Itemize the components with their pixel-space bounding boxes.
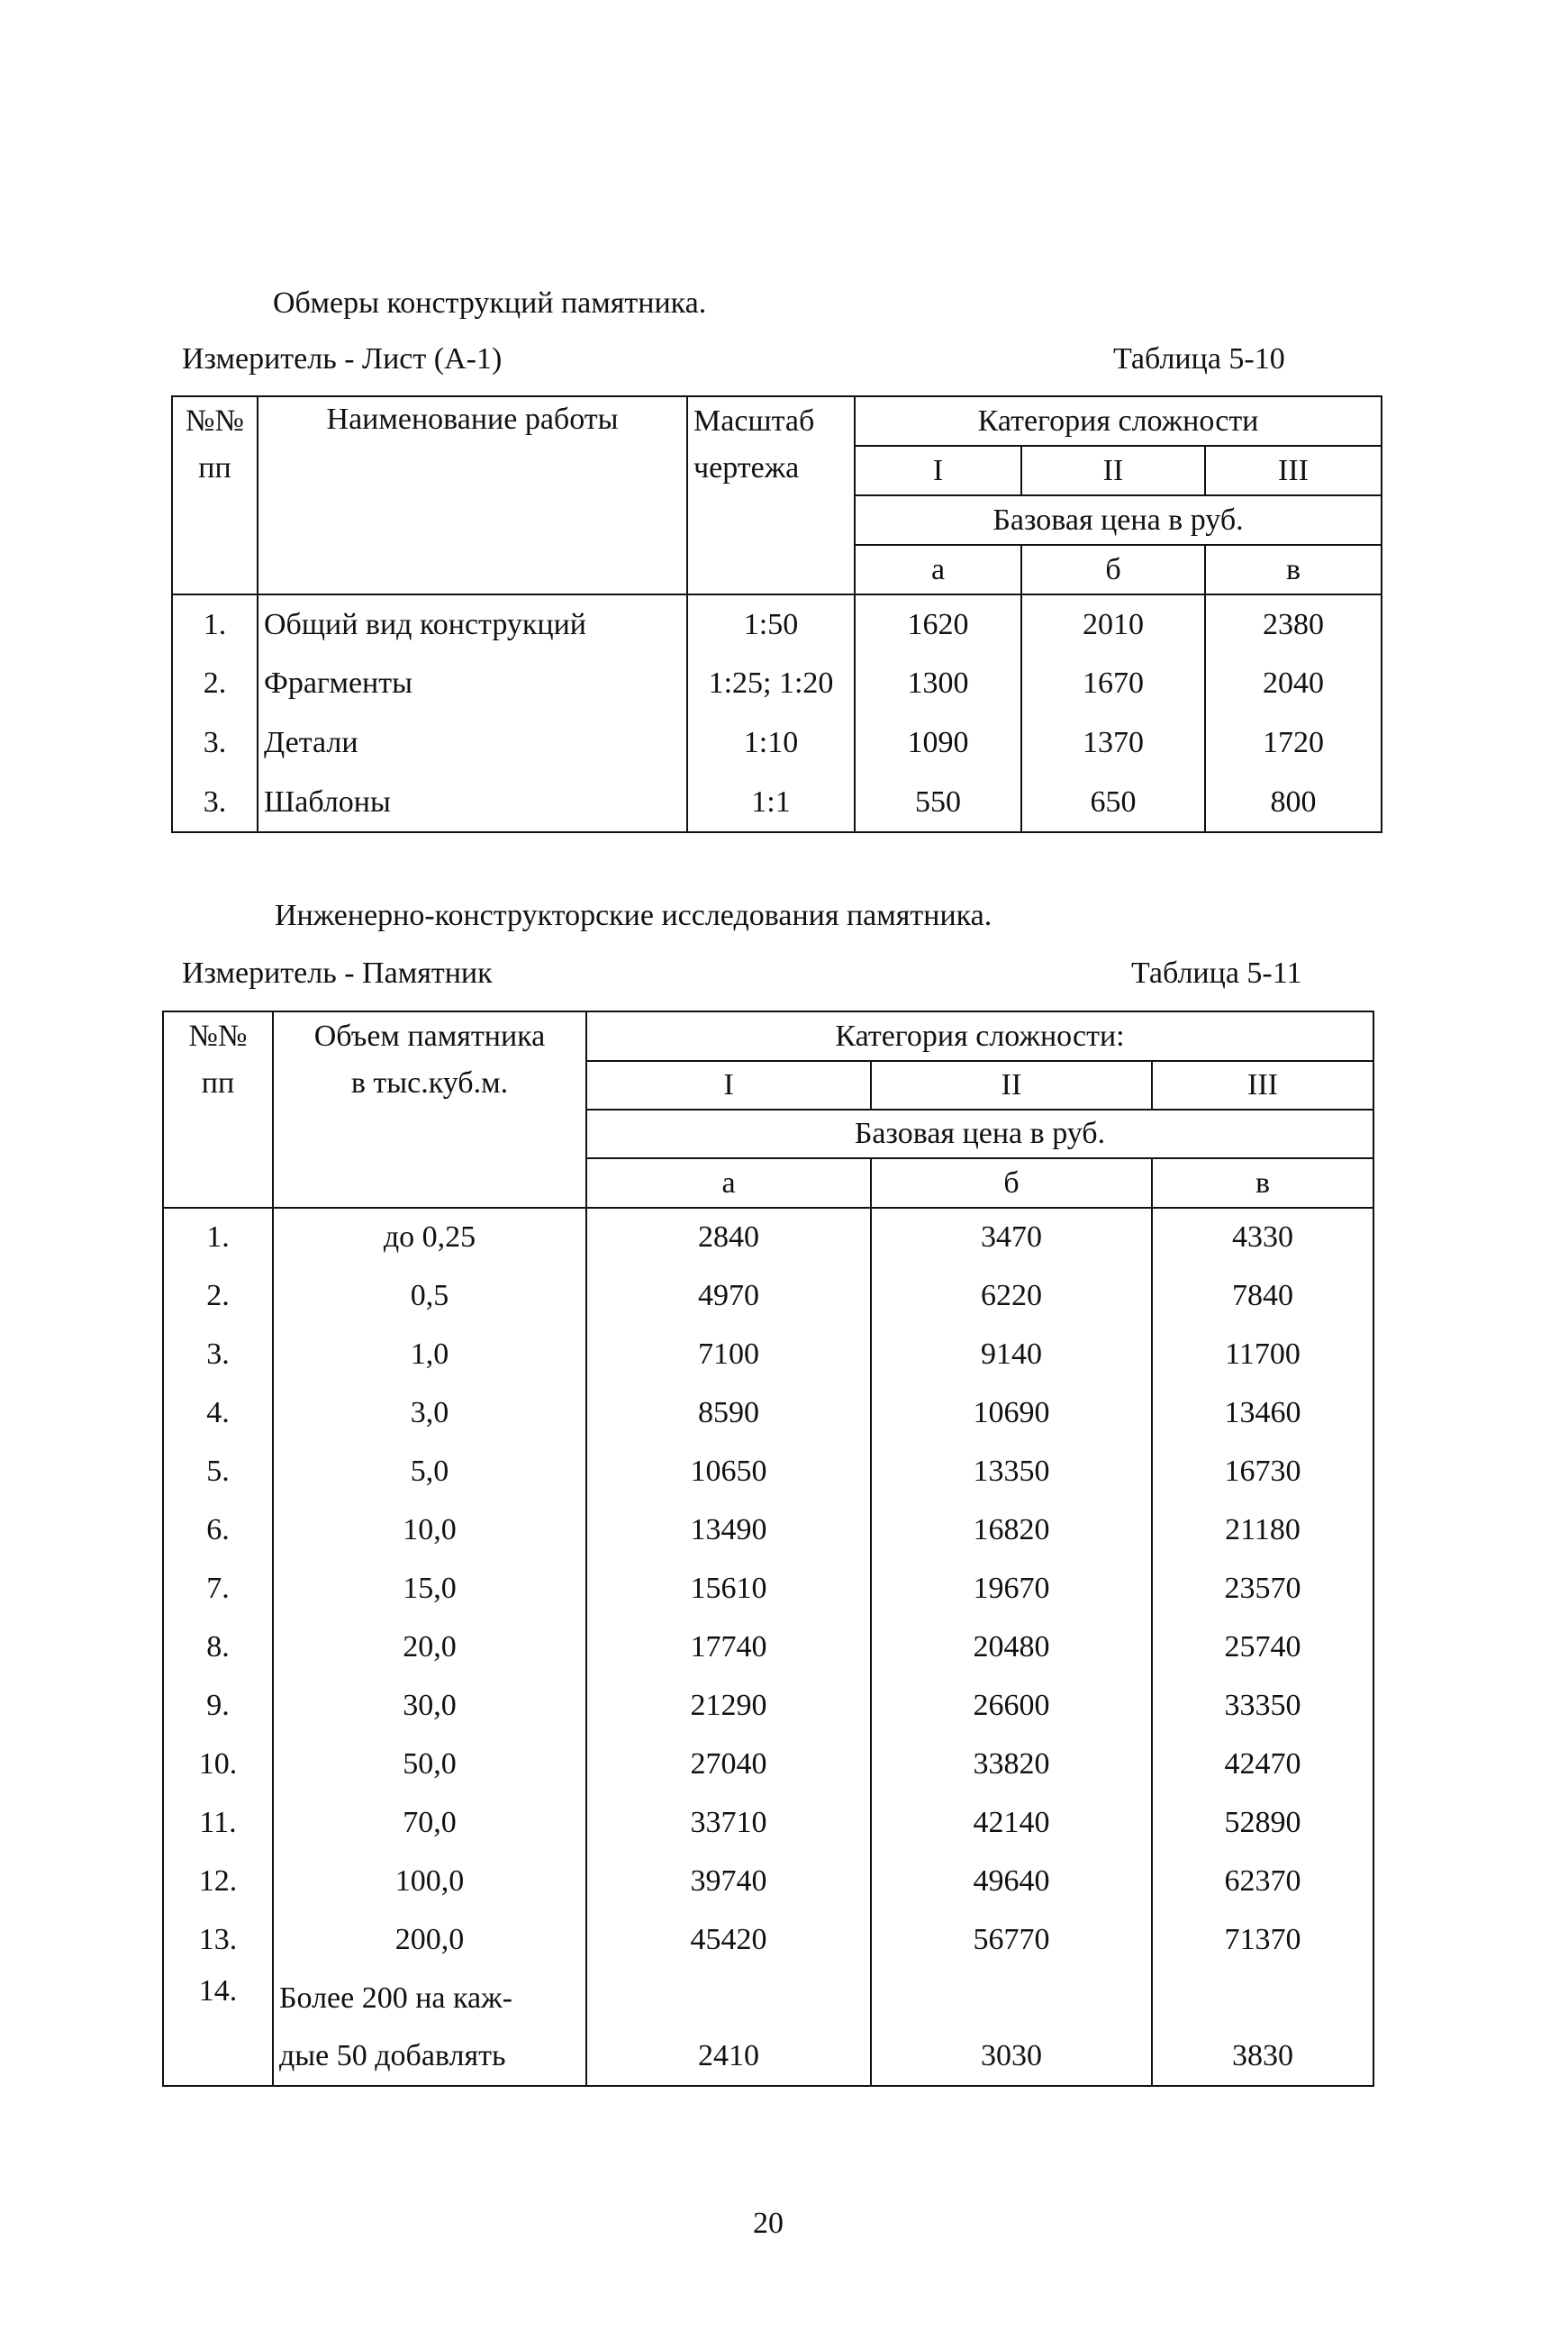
row-name: Фрагменты	[258, 654, 687, 713]
row-price-a: 45420	[586, 1910, 871, 1969]
header-volume-line1: Объем памятника	[273, 1011, 586, 1061]
row-price-v: 33350	[1152, 1676, 1373, 1735]
table-row	[163, 1325, 1373, 1383]
header-col-a: а	[586, 1158, 871, 1208]
header-cat-ii: II	[871, 1061, 1152, 1110]
table-row	[172, 713, 1382, 773]
header-num-pp: пп	[163, 1061, 273, 1208]
table-5-10	[171, 395, 1382, 833]
row-price-a: 39740	[586, 1852, 871, 1910]
header-num-pp: пп	[172, 446, 258, 594]
row-price-a: 8590	[586, 1383, 871, 1442]
row-volume: 3,0	[273, 1383, 586, 1442]
header-col-b: б	[1021, 545, 1205, 594]
row-price-v: 4330	[1152, 1208, 1373, 1266]
row-num: 11.	[163, 1793, 273, 1852]
row-num: 10.	[163, 1735, 273, 1793]
row-price-v: 7840	[1152, 1266, 1373, 1325]
row-price-v: 1720	[1205, 713, 1382, 773]
row-price-a: 1090	[855, 713, 1021, 773]
row-volume: 100,0	[273, 1852, 586, 1910]
table-row	[163, 1969, 1373, 2027]
table-row	[163, 1559, 1373, 1618]
section1-meter: Измеритель - Лист (А-1)	[182, 342, 503, 376]
row-price-b: 1670	[1021, 654, 1205, 713]
row-price-b: 49640	[871, 1852, 1152, 1910]
header-name: Наименование работы	[258, 396, 687, 594]
row-price-v: 52890	[1152, 1793, 1373, 1852]
row-volume: 1,0	[273, 1325, 586, 1383]
header-col-v: в	[1205, 545, 1382, 594]
row-name: Общий вид конструкций	[258, 594, 687, 654]
row-name: Шаблоны	[258, 773, 687, 832]
row-num: 1.	[163, 1208, 273, 1266]
row-volume: 15,0	[273, 1559, 586, 1618]
row-price-v: 2040	[1205, 654, 1382, 713]
row-price-b: 3030	[871, 2027, 1152, 2086]
table-row	[163, 2027, 1373, 2086]
row-price-a: 15610	[586, 1559, 871, 1618]
row-price-a: 21290	[586, 1676, 871, 1735]
row-price-v: 3830	[1152, 2027, 1373, 2086]
row-volume-line2: дые 50 добавлять	[273, 2027, 586, 2086]
row-price-a: 13490	[586, 1500, 871, 1559]
row-num: 3.	[172, 773, 258, 832]
row-price-v: 13460	[1152, 1383, 1373, 1442]
row-price-b: 2010	[1021, 594, 1205, 654]
header-cat-ii: II	[1021, 446, 1205, 495]
table-5-11	[162, 1011, 1374, 2087]
row-num: 13.	[163, 1910, 273, 1969]
section2-table-label: Таблица 5-11	[1131, 956, 1302, 990]
row-price-v: 71370	[1152, 1910, 1373, 1969]
row-volume: 30,0	[273, 1676, 586, 1735]
row-num: 9.	[163, 1676, 273, 1735]
row-price-a: 10650	[586, 1442, 871, 1500]
row-scale: 1:25; 1:20	[687, 654, 855, 713]
row-num: 6.	[163, 1500, 273, 1559]
row-price-v: 62370	[1152, 1852, 1373, 1910]
row-price-v: 16730	[1152, 1442, 1373, 1500]
header-category: Категория сложности	[855, 396, 1382, 446]
row-volume: 0,5	[273, 1266, 586, 1325]
table-row	[163, 1793, 1373, 1852]
table-row	[163, 1735, 1373, 1793]
row-price-b: 42140	[871, 1793, 1152, 1852]
section2-title: Инженерно-конструкторские исследования памятника.	[275, 899, 992, 932]
header-cat-i: I	[586, 1061, 871, 1110]
row-volume: до 0,25	[273, 1208, 586, 1266]
row-price-v: 2380	[1205, 594, 1382, 654]
row-price-b: 6220	[871, 1266, 1152, 1325]
section1-table-label: Таблица 5-10	[1113, 342, 1285, 376]
row-price-b: 3470	[871, 1208, 1152, 1266]
row-num: 12.	[163, 1852, 273, 1910]
row-volume: 5,0	[273, 1442, 586, 1500]
table-row	[163, 1500, 1373, 1559]
header-scale-line2: чертежа	[687, 446, 855, 594]
header-col-a: а	[855, 545, 1021, 594]
page-number: 20	[753, 2207, 784, 2240]
row-price-a: 1300	[855, 654, 1021, 713]
row-price-a: 2410	[586, 2027, 871, 2086]
row-price-a: 2840	[586, 1208, 871, 1266]
row-volume: 50,0	[273, 1735, 586, 1793]
row-num: 3.	[163, 1325, 273, 1383]
row-price-a: 33710	[586, 1793, 871, 1852]
row-price-b: 19670	[871, 1559, 1152, 1618]
row-price-v: 23570	[1152, 1559, 1373, 1618]
row-price-b: 20480	[871, 1618, 1152, 1676]
row-price-a: 550	[855, 773, 1021, 832]
table-row	[172, 773, 1382, 832]
row-volume: 10,0	[273, 1500, 586, 1559]
row-price-b: 9140	[871, 1325, 1152, 1383]
row-price-v: 25740	[1152, 1618, 1373, 1676]
row-volume: 70,0	[273, 1793, 586, 1852]
header-cat-iii: III	[1152, 1061, 1373, 1110]
table-row	[163, 1910, 1373, 1969]
header-col-v: в	[1152, 1158, 1373, 1208]
row-num: 5.	[163, 1442, 273, 1500]
table-row	[163, 1383, 1373, 1442]
row-num: 14.	[163, 1969, 273, 2027]
row-scale: 1:50	[687, 594, 855, 654]
row-price-a: 7100	[586, 1325, 871, 1383]
row-name: Детали	[258, 713, 687, 773]
row-volume: 200,0	[273, 1910, 586, 1969]
section1-title: Обмеры конструкций памятника.	[273, 286, 707, 320]
table-row	[163, 1676, 1373, 1735]
header-scale-line1: Масштаб	[687, 396, 855, 446]
table-row	[163, 1618, 1373, 1676]
row-price-a: 4970	[586, 1266, 871, 1325]
row-price-b: 33820	[871, 1735, 1152, 1793]
row-price-b: 56770	[871, 1910, 1152, 1969]
header-num: №№	[163, 1011, 273, 1061]
section2-meter: Измеритель - Памятник	[182, 956, 493, 990]
row-volume: 20,0	[273, 1618, 586, 1676]
header-cat-iii: III	[1205, 446, 1382, 495]
row-price-b: 10690	[871, 1383, 1152, 1442]
row-price-b: 16820	[871, 1500, 1152, 1559]
row-price-v: 21180	[1152, 1500, 1373, 1559]
table-row	[172, 594, 1382, 654]
table-row	[163, 1208, 1373, 1266]
header-cat-i: I	[855, 446, 1021, 495]
row-num: 2.	[172, 654, 258, 713]
row-num: 1.	[172, 594, 258, 654]
header-base-price: Базовая цена в руб.	[855, 495, 1382, 545]
header-category: Категория сложности:	[586, 1011, 1373, 1061]
table-row	[163, 1852, 1373, 1910]
row-price-a: 1620	[855, 594, 1021, 654]
row-num: 4.	[163, 1383, 273, 1442]
row-num: 8.	[163, 1618, 273, 1676]
row-price-b: 1370	[1021, 713, 1205, 773]
row-price-a: 17740	[586, 1618, 871, 1676]
row-volume-line1: Более 200 на каж-	[273, 1969, 586, 2027]
table-row	[163, 1266, 1373, 1325]
header-base-price: Базовая цена в руб.	[586, 1110, 1373, 1158]
table-row	[172, 654, 1382, 713]
row-price-b: 26600	[871, 1676, 1152, 1735]
header-volume-line2: в тыс.куб.м.	[273, 1061, 586, 1208]
row-price-a: 27040	[586, 1735, 871, 1793]
row-price-v: 11700	[1152, 1325, 1373, 1383]
row-price-v: 42470	[1152, 1735, 1373, 1793]
row-price-b: 650	[1021, 773, 1205, 832]
row-num: 7.	[163, 1559, 273, 1618]
header-num: №№	[172, 396, 258, 446]
row-price-b: 13350	[871, 1442, 1152, 1500]
row-num: 3.	[172, 713, 258, 773]
row-num: 2.	[163, 1266, 273, 1325]
row-price-v: 800	[1205, 773, 1382, 832]
table-row	[163, 1442, 1373, 1500]
row-scale: 1:1	[687, 773, 855, 832]
header-col-b: б	[871, 1158, 1152, 1208]
row-scale: 1:10	[687, 713, 855, 773]
